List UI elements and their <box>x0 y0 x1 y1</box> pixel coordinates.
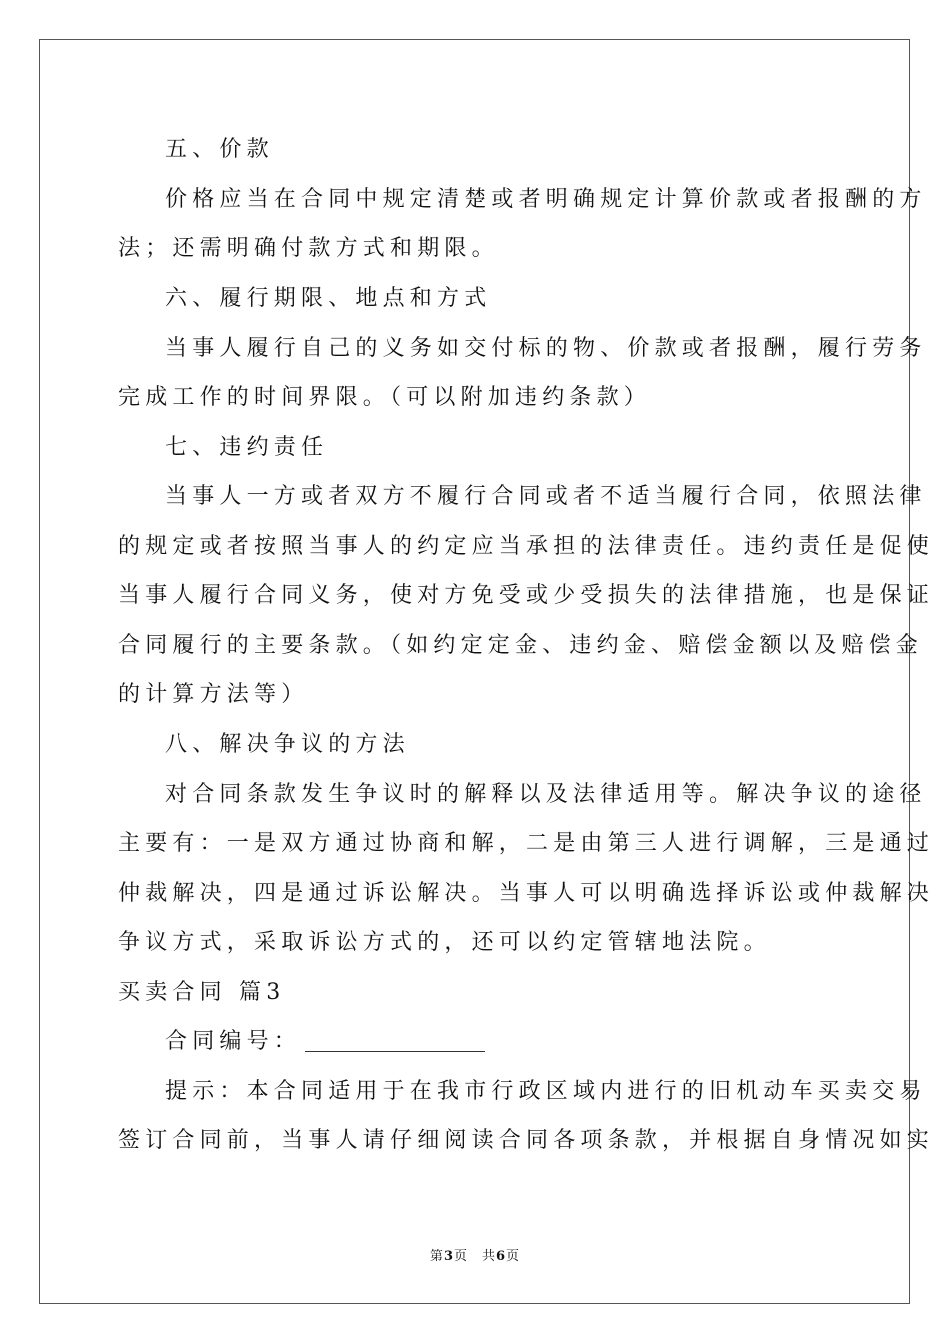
page-border <box>39 39 910 1304</box>
contract-number-row <box>165 1027 485 1057</box>
total-page-count: 6 <box>496 1249 507 1264</box>
paragraph-line: 争议方式，采取诉讼方式的，还可以约定管辖地法院。 <box>118 930 771 955</box>
paragraph-line: 对合同条款发生争议时的解释以及法律适用等。解决争议的途径 <box>165 782 927 807</box>
paragraph-line: 完成工作的时间界限。（可以附加违约条款） <box>118 385 652 410</box>
paragraph-line: 的计算方法等） <box>118 682 309 707</box>
section-heading-performance: 六、履行期限、地点和方式 <box>165 286 492 311</box>
paragraph-line: 仲裁解决，四是通过诉讼解决。当事人可以明确选择诉讼或仲裁解决 <box>118 881 935 906</box>
section-heading-price: 五、价款 <box>165 137 274 162</box>
paragraph-line: 当事人履行合同义务，使对方免受或少受损失的法律措施，也是保证 <box>118 583 935 608</box>
page-footer: 第3页 共6页 <box>429 1249 521 1264</box>
contract-number-blank <box>305 1031 485 1052</box>
paragraph-line: 签订合同前，当事人请仔细阅读合同各项条款，并根据自身情况如实 <box>118 1128 935 1153</box>
paragraph-line: 提示：本合同适用于在我市行政区域内进行的旧机动车买卖交易 <box>165 1079 927 1104</box>
paragraph-line: 价格应当在合同中规定清楚或者明确规定计算价款或者报酬的方 <box>165 187 927 212</box>
paragraph-line: 的规定或者按照当事人的约定应当承担的法律责任。违约责任是促使 <box>118 534 935 559</box>
current-page-number: 3 <box>443 1249 454 1264</box>
section-heading-liability: 七、违约责任 <box>165 435 329 460</box>
contract-title: 买卖合同 篇3 <box>118 980 286 1005</box>
paragraph-line: 法；还需明确付款方式和期限。 <box>118 236 499 261</box>
paragraph-line: 主要有：一是双方通过协商和解，二是由第三人进行调解，三是通过 <box>118 831 935 856</box>
section-heading-dispute: 八、解决争议的方法 <box>165 732 410 757</box>
paragraph-line: 当事人一方或者双方不履行合同或者不适当履行合同，依照法律 <box>165 484 927 509</box>
contract-number-label: 合同编号： <box>165 1029 302 1054</box>
paragraph-line: 当事人履行自己的义务如交付标的物、价款或者报酬，履行劳务 <box>165 336 927 361</box>
paragraph-line: 合同履行的主要条款。（如约定定金、违约金、赔偿金额以及赔偿金 <box>118 633 924 658</box>
